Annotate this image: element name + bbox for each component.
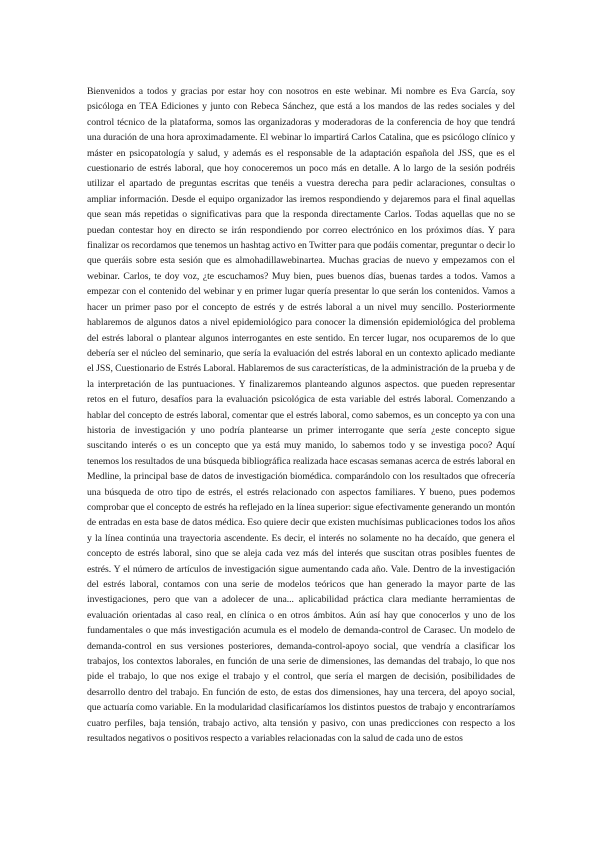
transcript-paragraph: Bienvenidos a todos y gracias por estar hoy con nosotros en este webinar. Mi nombre es Eva García, soy psicóloga en TEA Ediciones y junto con Rebeca Sánchez, que está a los mandos de las redes sociales y del control técnico de la plataforma, somos las organizadoras y moderadoras de la conferencia de hoy que tendrá una duración de una hora aproximadamente. El webinar lo impartirá Carlos Catalina, que es psicólogo clínico y máster en psicopatología y salud, y además es el responsable de la adaptación española del JSS, que es el cuestionario de estrés laboral, que hoy conoceremos un poco más en detalle. A lo largo de la sesión podréis utilizar el apartado de preguntas escritas que tenéis a vuestra derecha para pedir aclaraciones, consultas o ampliar información. Desde el equipo organizador las iremos respondiendo y dejaremos para el final aquellas que sean más repetidas o significativas para que la responda directamente Carlos. Todas aquellas que no se puedan contestar hoy en directo se irán respondiendo por correo electrónico en los próximos días. Y para finalizar os recordamos que tenemos un hashtag activo en Twitter para que podáis comentar, preguntar o decir lo que queráis sobre esta sesión que es almohadillawebinartea. Muchas gracias de nuevo y empezamos con el webinar. Carlos, te doy voz, ¿te escuchamos? Muy bien, pues buenos días, buenas tardes a todos. Vamos a empezar con el contenido del webinar y en primer lugar quería presentar lo que serán los contenidos. Vamos a hacer un primer paso por el concepto de estrés y de estrés laboral a un nivel muy sencillo. Posteriormente hablaremos de algunos datos a nivel epidemiológico para conocer la dimensión epidemiológica del problema del estrés laboral o plantear algunos interrogantes en este sentido. En tercer lugar, nos ocuparemos de lo que debería ser el núcleo del seminario, que sería la evaluación del estrés laboral en un contexto aplicado mediante el JSS, Cuestionario de Estrés Laboral. Hablaremos de sus características, de la administración de la prueba y de la interpretación de las puntuaciones. Y finalizaremos planteando algunos aspectos. que pueden representar retos en el futuro, desafíos para la evaluación psicológica de esta variable del estrés laboral. Comenzando a hablar del concepto de estrés laboral, comentar que el estrés laboral, como sabemos, es un concepto ya con una historia de investigación y uno podría plantearse un primer interrogante que sería ¿este concepto sigue suscitando interés o es un concepto que ya está muy manido, lo sabemos todo y se investiga poco? Aquí tenemos los resultados de una búsqueda bibliográfica realizada hace escasas semanas acerca de estrés laboral en Medline, la principal base de datos de investigación biomédica. comparándolo con los resultados que ofrecería una búsqueda de otro tipo de estrés, el estrés relacionado con aspectos familiares. Y bueno, pues podemos comprobar que el concepto de estrés ha reflejado en la línea superior: sigue efectivamente generando un montón de entradas en esta base de datos médica. Eso quiere decir que existen muchísimas publicaciones todos los años y la línea continúa una trayectoria ascendente. Es decir, el interés no solamente no ha decaído, que genera el concepto de estrés laboral, sino que se aleja cada vez más del interés que suscitan otras posibles fuentes de estrés. Y el número de artículos de investigación sigue aumentando cada año. Vale. Dentro de la investigación del estrés laboral, contamos con una serie de modelos teóricos que han generado la mayor parte de las investigaciones, pero que van a adolecer de una... aplicabilidad práctica clara mediante herramientas de evaluación orientadas al caso real, en clínica o en otros ámbitos. Aún así hay que conocerlos y uno de los fundamentales o que más investigación acumula es el modelo de demanda-control de Carasec. Un modelo de demanda-control en sus versiones posteriores, demanda-control-apoyo social, que vendría a clasificar los trabajos, los contextos laborales, en función de una serie de dimensiones, las demandas del trabajo, lo que nos pide el trabajo, lo que nos exige el trabajo y el control, que sería el margen de decisión, posibilidades de desarrollo dentro del trabajo. En función de esto, de estas dos dimensiones, hay una tercera, del apoyo social, que actuaría como variable. En la modularidad clasificaríamos los distintos puestos de trabajo y encontraríamos cuatro perfiles, baja tensión, trabajo activo, alta tensión y pasivo, con unas predicciones con respecto a los resultados negativos o positivos respecto a variables relacionadas con la salud de cada uno de estos (87, 86, 515, 745)
